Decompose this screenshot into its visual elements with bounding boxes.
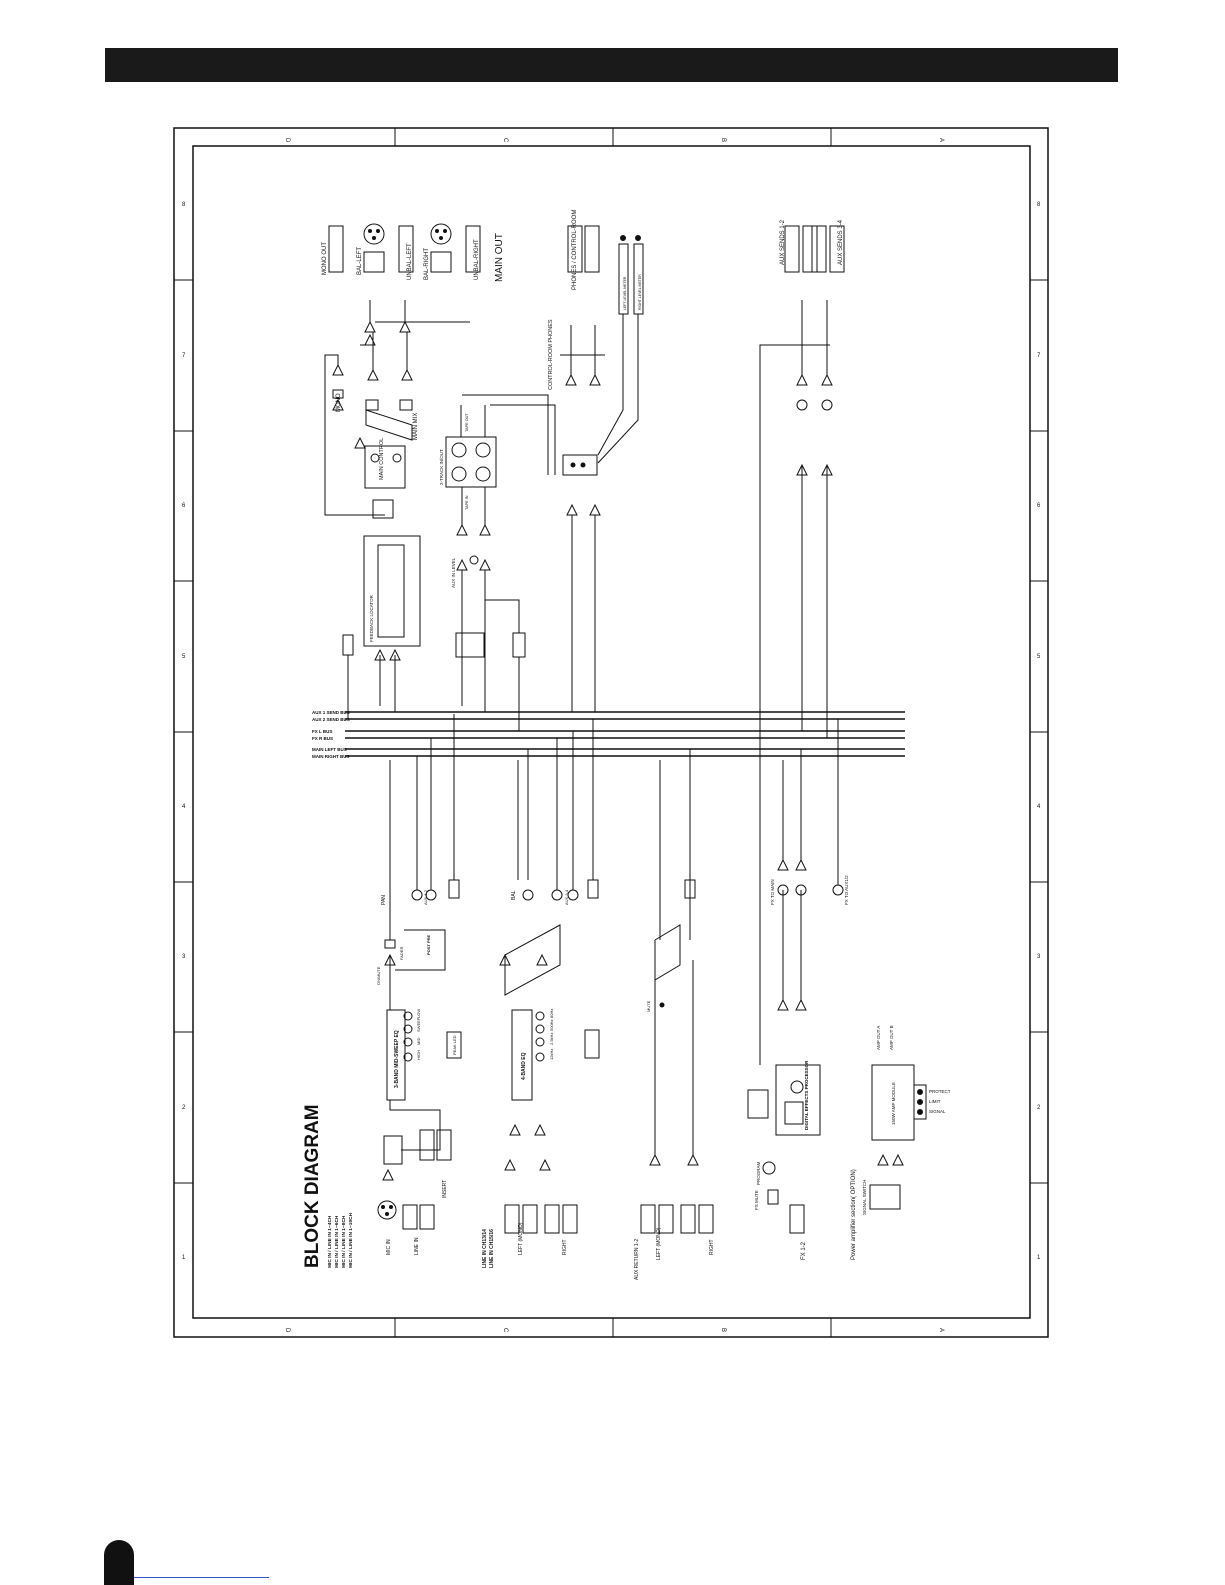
effects-label: DIGITAL EFFECTS PROCESSOR (804, 1060, 809, 1130)
line-in-label: LINE IN (414, 1237, 420, 1255)
effects-section (748, 345, 843, 1233)
legend-line: MIC IN / LINE IN 1~4CH (328, 1215, 333, 1268)
bus-label: AUX 1 SEND BUS (312, 710, 350, 715)
zone-number: 8 (1037, 202, 1041, 208)
stereo-eq-knob: 500Hz (549, 1019, 554, 1031)
zone-number: 7 (1037, 353, 1041, 359)
phones-label: CONTROL-ROOM PHONES (548, 319, 554, 390)
fx-to-aux-label: FX TO AUX1/2 (844, 875, 849, 905)
zone-number: 1 (1037, 1255, 1041, 1261)
zone-number: 1 (182, 1255, 186, 1261)
zone-number: 2 (182, 1105, 186, 1111)
aux-sends-12-label: AUX SENDS 1-2 (780, 219, 786, 265)
bus-label: MAIN RIGHT BUS (312, 754, 350, 759)
aux-return (641, 749, 713, 1233)
zone-letter: C (502, 138, 508, 143)
zone-letter: B (720, 138, 726, 143)
zone-letter: D (284, 138, 290, 143)
bus-label: FX R BUS (312, 736, 334, 741)
legend-line: MIC IN / LINE IN 1~8CH (342, 1215, 347, 1268)
footer-link-line (134, 1577, 269, 1578)
zone-number: 5 (1037, 654, 1041, 660)
post-pre-label: POST PRE (426, 934, 431, 955)
feedback-label: FEEDBACK LOCATOR (369, 595, 374, 642)
program-label: PROGRAM (756, 1161, 761, 1185)
fader-label: FADER (399, 946, 404, 960)
bal-right-label: BAL-RIGHT (424, 247, 430, 280)
bal-label: BAL (511, 890, 517, 900)
zone-number: 6 (1037, 503, 1041, 509)
eq-knob-label: SWEEP (416, 1017, 421, 1032)
power-amp (870, 1065, 926, 1209)
pan-label: PAN (381, 895, 387, 905)
legend-line: MIC IN / LINE IN 1~6CH (335, 1215, 340, 1268)
eq-knob-label: LOW (416, 1008, 421, 1018)
aux-sends-34-label: AUX SENDS 3-4 (838, 219, 844, 265)
line-stereo-label: LINE IN CH13/14 (482, 1229, 488, 1268)
zone-number: 2 (1037, 1105, 1041, 1111)
main-out-label: MAIN OUT (494, 233, 505, 282)
zone-letter: A (938, 1328, 944, 1333)
main-control-label: MAIN CONTROL (379, 437, 385, 480)
aux-right-label: RIGHT (709, 1239, 715, 1255)
amp-out-b-label: AMP OUT B (889, 1025, 894, 1050)
zone-number: 8 (182, 202, 186, 208)
signal-switch-label: SIGNAL SWITCH (862, 1179, 867, 1215)
bus-label: MAIN LEFT BUS (312, 747, 347, 752)
onmute-label: ON/MUTE (376, 966, 381, 985)
zone-number: 3 (182, 954, 186, 960)
fx-to-main-label: FX TO MAIN (770, 879, 775, 905)
two-track-label: 2-TRACK IN/OUT (439, 449, 444, 485)
eq-knob-label: HIGH (416, 1050, 421, 1060)
aux34-label: AUX 3-4 (564, 889, 569, 905)
zone-letter: C (502, 1328, 508, 1333)
zone-number: 4 (1037, 804, 1041, 810)
stereo-eq-knob: 12kHz (549, 1048, 554, 1060)
mono-out-label: MONO OUT (322, 242, 328, 275)
zone-number: 3 (1037, 954, 1041, 960)
tape-in-label: TAPE IN (465, 495, 469, 510)
mono-channel (378, 714, 461, 1229)
bal-left-label: BAL-LEFT (357, 246, 363, 275)
aux-return-label: AUX RETURN 1-2 (634, 1238, 640, 1280)
line-stereo-label-2: LINE IN CH15/16 (489, 1229, 495, 1268)
mono-label: MONO (336, 393, 342, 412)
diagram-title: BLOCK DIAGRAM (302, 1104, 323, 1268)
left-mono-label: LEFT (MONO) (518, 1222, 524, 1255)
amp-led-label: LIMIT (929, 1099, 941, 1104)
right-meter-label: RIGHT LEVEL METER (638, 274, 642, 310)
mic-in-label: MIC IN (386, 1239, 392, 1255)
amp-led-label: SIGNAL (929, 1109, 946, 1114)
stereo-channel (500, 719, 599, 1233)
aux-left-label: LEFT (MONO) (656, 1227, 662, 1260)
eq-knob-label: MID (416, 1037, 421, 1045)
stereo-eq-label: 4-BAND EQ (521, 1052, 527, 1080)
bus-lines (345, 712, 905, 756)
aux12-label: AUX 1-2 (423, 889, 428, 905)
unbal-left-label: UNBAL-LEFT (407, 243, 413, 280)
zone-letter: D (284, 1328, 290, 1333)
zone-number: 4 (182, 804, 186, 810)
amp-led-label: PROTECT (929, 1089, 951, 1094)
mono-eq-label: 3-BAND MID-SWEEP EQ (394, 1030, 400, 1088)
zone-number: 7 (182, 353, 186, 359)
aux-in-level-label: AUX IN LEVEL (451, 557, 456, 588)
left-meter-label: LEFT LEVEL METER (623, 276, 627, 310)
tape-out-label: TAPE OUT (465, 413, 469, 432)
zone-number: 5 (182, 654, 186, 660)
stereo-eq-knob: 2.5kHz (549, 1032, 554, 1045)
amp-out-a-label: AMP OUT A (876, 1025, 881, 1050)
main-mix-label: MAIN MIX (413, 412, 419, 440)
bus-label: FX L BUS (312, 729, 333, 734)
zone-number: 6 (182, 503, 186, 509)
zone-letter: A (938, 138, 944, 143)
phones-out-label: PHONES / CONTROL-ROOM (572, 209, 578, 290)
bus-label: AUX 2 SEND BUS (312, 717, 350, 722)
legend-line: MIC IN / LINE IN 1~10CH (349, 1212, 354, 1268)
fx-label: FX 1-2 (801, 1241, 807, 1260)
power-amp-label: Power amplifier section( OPTION) (851, 1169, 857, 1260)
master-section (325, 236, 832, 739)
stereo-eq-knob: 80Hz (549, 1008, 554, 1018)
peak-led-label: PEAK LED (452, 1035, 457, 1055)
right-label: RIGHT (562, 1239, 568, 1255)
footswitch-label: FS MUTE (754, 1190, 759, 1210)
mute-label: MUTE (646, 1000, 651, 1012)
unbal-right-label: UNBAL-RIGHT (474, 239, 480, 280)
zone-letter: B (720, 1328, 726, 1333)
page-tab (104, 1540, 134, 1585)
amp-module-label: 150W AMP MODULE (891, 1082, 896, 1125)
insert-label: INSERT (442, 1179, 448, 1198)
